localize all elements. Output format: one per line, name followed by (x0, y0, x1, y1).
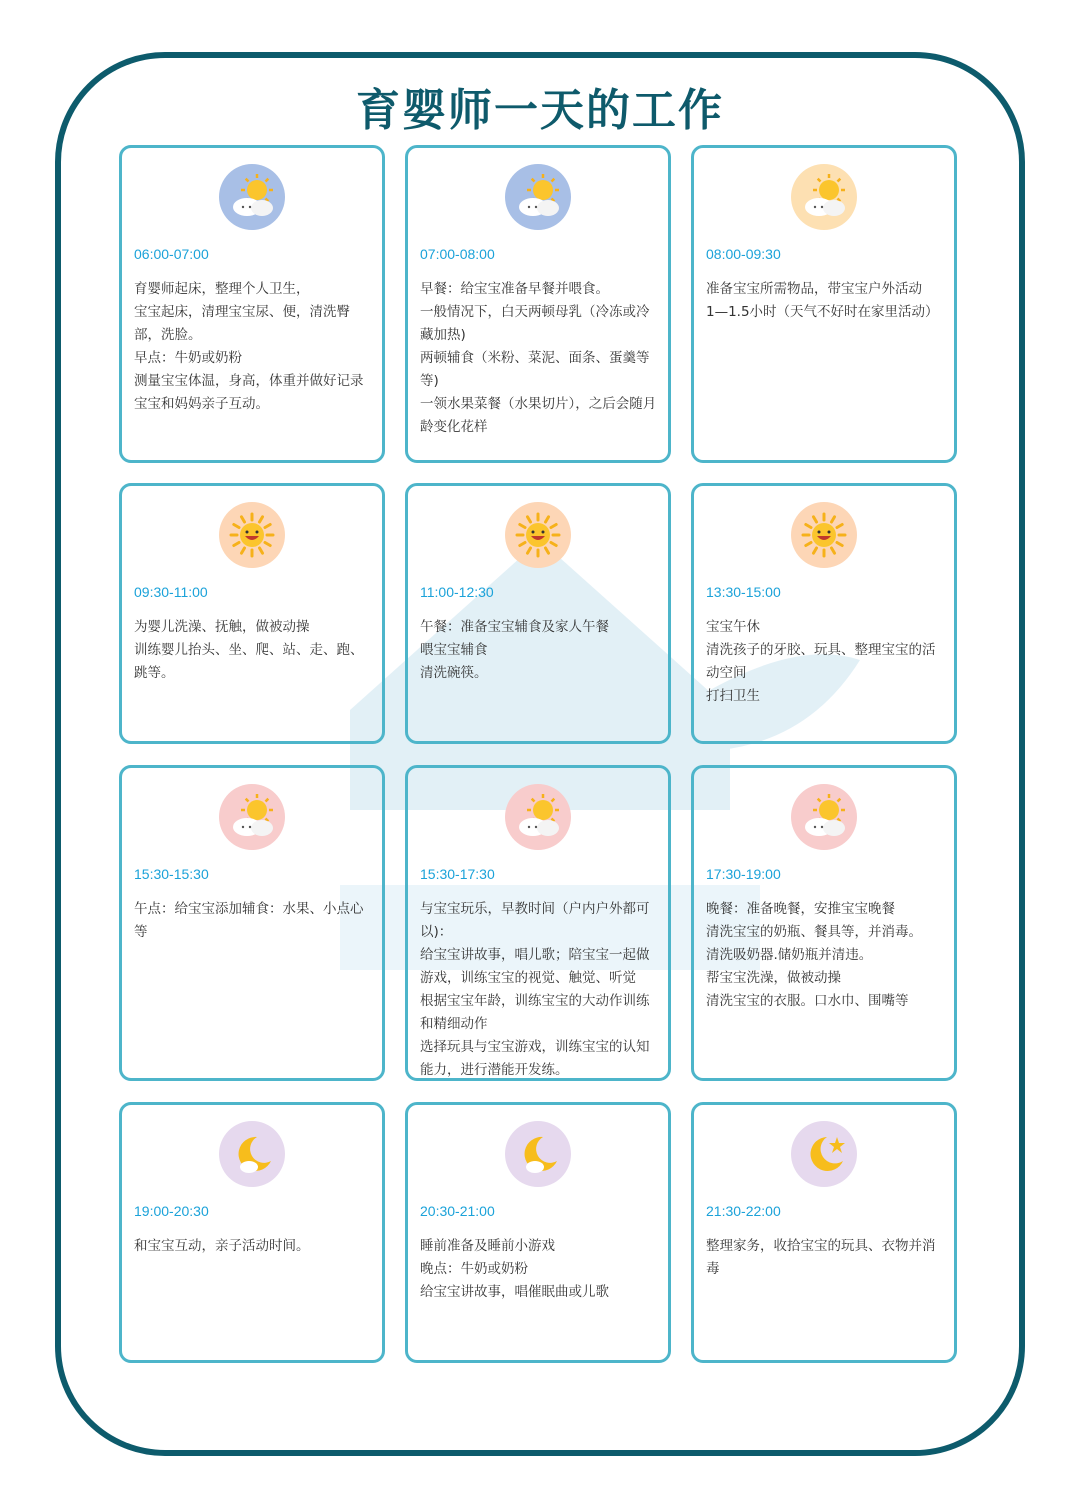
schedule-card (119, 1102, 385, 1363)
task-list (134, 616, 374, 685)
time-range: 07:00-08:00 (420, 246, 495, 262)
task-line: 午点：给宝宝添加辅食：水果、小点心等 (134, 901, 364, 940)
task-list (420, 1235, 660, 1304)
task-line: 一领水果菜餐（水果切片），之后会随月龄变化花样 (420, 396, 657, 435)
time-range: 15:30-17:30 (420, 866, 495, 882)
task-line: 宝宝和妈妈亲子互动。 (134, 396, 269, 412)
task-line: 育婴师起床，整理个人卫生， (134, 281, 310, 297)
task-list (420, 616, 660, 685)
time-range: 15:30-15:30 (134, 866, 209, 882)
sun-cloud-icon (505, 784, 571, 850)
task-line: 喂宝宝辅食 (420, 642, 488, 658)
task-line: 选择玩具与宝宝游戏，训练宝宝的认知能力，进行潜能开发练。 (420, 1039, 650, 1078)
task-line: 帮宝宝洗澡，做被动操 (706, 970, 841, 986)
time-range: 06:00-07:00 (134, 246, 209, 262)
schedule-card (405, 483, 671, 744)
task-list (706, 898, 946, 1013)
task-list (420, 898, 660, 1082)
schedule-card (691, 483, 957, 744)
task-line: 早点：牛奶或奶粉 (134, 350, 242, 366)
time-range: 21:30-22:00 (706, 1203, 781, 1219)
schedule-card (405, 1102, 671, 1363)
task-line: 准备宝宝所需物品，带宝宝户外活动 (706, 281, 922, 297)
task-line: 为婴儿洗澡、抚触，做被动操 (134, 619, 310, 635)
schedule-card (691, 1102, 957, 1363)
task-line: 打扫卫生 (706, 688, 760, 704)
task-line: 宝宝午休 (706, 619, 760, 635)
sun-cloud-icon (219, 784, 285, 850)
task-line: 和宝宝互动，亲子活动时间。 (134, 1238, 310, 1254)
schedule-card (691, 765, 957, 1081)
task-list (706, 278, 946, 324)
task-list (134, 1235, 374, 1258)
moon-icon (505, 1121, 571, 1187)
page-title: 育婴师一天的工作 (356, 85, 724, 136)
task-list (706, 1235, 946, 1281)
task-line: 宝宝起床，清理宝宝尿、便，清洗臀部，洗脸。 (134, 304, 350, 343)
sun-icon (791, 502, 857, 568)
sun-cloud-icon (219, 164, 285, 230)
task-line: 两顿辅食（米粉、菜泥、面条、蛋羹等等) (420, 350, 650, 389)
task-line: 训练婴儿抬头、坐、爬、站、走、跑、跳等。 (134, 642, 364, 681)
schedule-card (405, 145, 671, 463)
task-line: 清洗吸奶器.储奶瓶并清违。 (706, 947, 873, 963)
task-list (706, 616, 946, 708)
sun-icon (505, 502, 571, 568)
schedule-card (405, 765, 671, 1081)
task-line: 睡前准备及睡前小游戏 (420, 1238, 555, 1254)
task-line: 午餐：准备宝宝辅食及家人午餐 (420, 619, 609, 635)
task-line: 早餐：给宝宝准备早餐并喂食。 (420, 281, 609, 297)
task-list (134, 278, 374, 416)
task-list (134, 898, 374, 944)
task-line: 与宝宝玩乐，早教时间（户内户外都可以)： (420, 901, 650, 940)
task-line: 给宝宝讲故事，唱催眠曲或儿歌 (420, 1284, 609, 1300)
task-line: 晚餐：准备晚餐，安推宝宝晚餐 (706, 901, 895, 917)
moon-icon (219, 1121, 285, 1187)
moon-star-icon (791, 1121, 857, 1187)
schedule-card (691, 145, 957, 463)
time-range: 08:00-09:30 (706, 246, 781, 262)
sun-cloud-icon (791, 164, 857, 230)
time-range: 09:30-11:00 (134, 584, 208, 600)
time-range: 13:30-15:00 (706, 584, 781, 600)
time-range: 20:30-21:00 (420, 1203, 495, 1219)
task-line: 测量宝宝体温，身高，体重并做好记录 (134, 373, 364, 389)
sun-cloud-icon (791, 784, 857, 850)
schedule-card (119, 145, 385, 463)
schedule-card (119, 483, 385, 744)
task-line: 整理家务，收拾宝宝的玩具、衣物并消毒 (706, 1238, 936, 1277)
task-line: 清洗孩子的牙胶、玩具、整理宝宝的活动空间 (706, 642, 936, 681)
schedule-card (119, 765, 385, 1081)
time-range: 19:00-20:30 (134, 1203, 209, 1219)
sun-cloud-icon (505, 164, 571, 230)
task-line: 根据宝宝年龄，训练宝宝的大动作训练和精细动作 (420, 993, 650, 1032)
time-range: 11:00-12:30 (420, 584, 494, 600)
task-line: 1—1.5小时（天气不好时在家里活动） (706, 304, 939, 320)
task-line: 一般情况下，白天两顿母乳（冷冻或冷藏加热) (420, 304, 650, 343)
sun-icon (219, 502, 285, 568)
task-line: 清洗宝宝的衣服。口水巾、围嘴等 (706, 993, 909, 1009)
task-line: 晚点：牛奶或奶粉 (420, 1261, 528, 1277)
task-line: 清洗宝宝的奶瓶、餐具等，并消毒。 (706, 924, 922, 940)
task-line: 清洗碗筷。 (420, 665, 488, 681)
time-range: 17:30-19:00 (706, 866, 781, 882)
task-line: 给宝宝讲故事，唱儿歌；陪宝宝一起做游戏，训练宝宝的视觉、触觉、听觉 (420, 947, 650, 986)
task-list (420, 278, 660, 439)
